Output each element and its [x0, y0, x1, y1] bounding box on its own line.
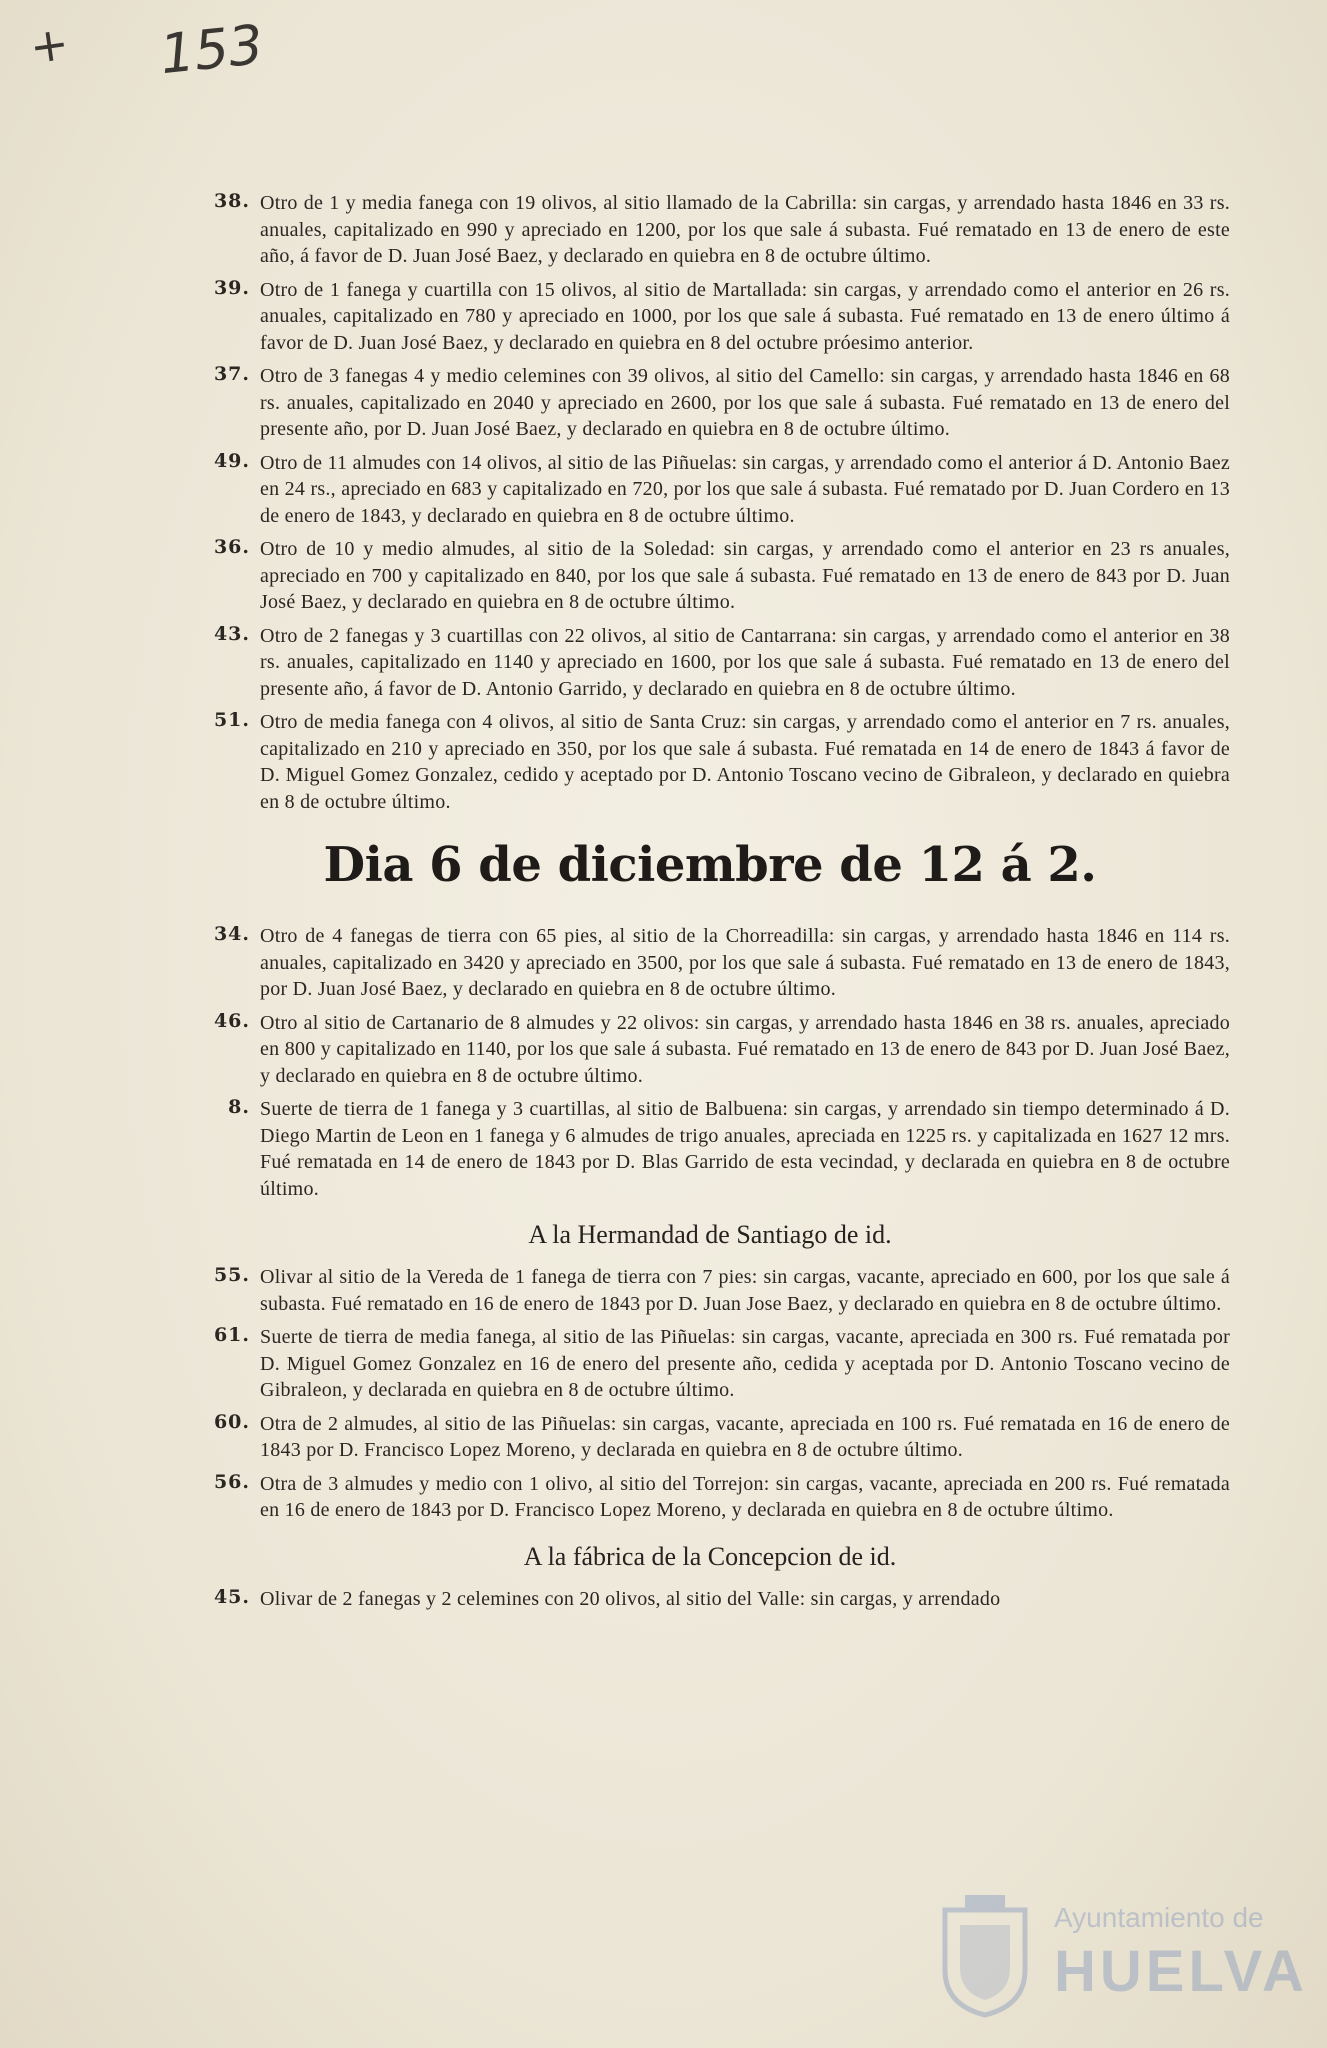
entry-number: 37.	[213, 363, 250, 385]
coat-of-arms-icon	[930, 1890, 1040, 2020]
list-item	[190, 923, 1230, 1003]
entry-number: 56.	[213, 1470, 250, 1493]
entry-number: 8.	[228, 1096, 250, 1118]
list-item	[190, 1471, 1230, 1524]
entry-number: 36.	[213, 536, 250, 558]
list-item	[190, 1324, 1230, 1404]
list-item	[190, 623, 1230, 703]
entry-number: 34.	[213, 923, 250, 945]
entry-text: Otra de 2 almudes, al sitio de las Piñuelas: sin cargas, vacante, apreciada en 100 rs. Fué rematada en 16 de enero de 1843 por D. Francisco Lopez Moreno, y declarada en quiebra en 8 de octubre último.	[260, 1412, 1230, 1461]
list-item	[190, 277, 1230, 357]
entry-number: 60.	[213, 1410, 250, 1433]
entry-number: 38.	[213, 190, 250, 212]
entry-text: Otro de media fanega con 4 olivos, al sitio de Santa Cruz: sin cargas, y arrendado como el anterior en 7 rs. anuales, capitalizado en 210 y apreciado en 350, por los que sale á subasta. Fué rematada en 14 de enero de 1843 á favor de D. Miguel Gomez Gonzalez, cedido y aceptado por D. Antonio Toscano vecino de Gibraleon, y declarado en quiebra en 8 de octubre último.	[260, 711, 1230, 813]
section-entries-1	[190, 190, 1230, 815]
section-entries-3	[190, 1264, 1230, 1524]
document-body	[190, 190, 1230, 1619]
entry-number: 43.	[213, 622, 250, 645]
entry-text: Otro de 1 fanega y cuartilla con 15 olivos, al sitio de Martallada: sin cargas, y arrendado como el anterior en 26 rs. anuales, capitalizado en 780 y apreciado en 1000, por los que sale á subasta. Fué rematado en 13 de enero último á favor de D. Juan José Baez, y declarado en quiebra en 8 del octubre próesimo anterior.	[260, 278, 1230, 354]
entry-text: Otro de 11 almudes con 14 olivos, al sitio de las Piñuelas: sin cargas, y arrendado como el anterior á D. Antonio Baez en 24 rs., apreciado en 683 y capitalizado en 720, por los que sale á subasta. Fué rematado por D. Juan Cordero en 13 de enero de 1843, y declarado en quiebra en 8 de octubre último.	[260, 451, 1230, 527]
watermark-logo	[930, 1890, 1308, 2020]
entry-text: Olivar de 2 fanegas y 2 celemines con 20 olivos, al sitio del Valle: sin cargas, y arrendado	[260, 1587, 1001, 1610]
entry-text: Otro al sitio de Cartanario de 8 almudes y 22 olivos: sin cargas, y arrendado hasta 1846 en 38 rs. anuales, apreciado en 800 y capitalizado en 1140, por los que sale á subasta. Fué rematado en 13 de enero de 843 por D. Juan José Baez, y declarado en quiebra en 8 de octubre último.	[260, 1011, 1230, 1087]
entry-number: 51.	[213, 709, 250, 731]
entry-text: Otro de 4 fanegas de tierra con 65 pies, al sitio de la Chorreadilla: sin cargas, y arrendado hasta 1846 en 114 rs. anuales, capitalizado en 3420 y apreciado en 3500, por los que sale á subasta. Fué rematado en 13 de enero de 1843, por D. Juan José Baez, y declarado en quiebra en 8 de octubre último.	[260, 925, 1230, 1000]
list-item	[190, 536, 1230, 616]
watermark-line-2: HUELVA	[1054, 1939, 1308, 2004]
entry-text: Suerte de tierra de 1 fanega y 3 cuartillas, al sitio de Balbuena: sin cargas, y arrendado sin tiempo determinado á D. Diego Martin de Leon en 1 fanega y 6 almudes de trigo anuales, apreciada en 1225 rs. y capitalizada en 1627 12 mrs. Fué rematada en 14 de enero de 1843 por D. Blas Garrido de esta vecindad, y declarada en quiebra en 8 de octubre último.	[260, 1098, 1230, 1200]
list-item	[190, 363, 1230, 443]
list-item	[190, 1411, 1230, 1464]
entry-number: 39.	[213, 276, 250, 299]
section-entries-2	[190, 923, 1230, 1202]
list-item	[190, 190, 1230, 270]
entry-text: Otro de 2 fanegas y 3 cuartillas con 22 olivos, al sitio de Cantarrana: sin cargas, y arrendado como el anterior en 38 rs. anuales, capitalizado en 1140 y apreciado en 1600, por los que sale á subasta. Fué rematado en 13 de enero del presente año, á favor de D. Antonio Garrido, y declarado en quiebra en 8 de octubre último.	[260, 624, 1230, 700]
entry-number: 46.	[213, 1009, 250, 1032]
list-item	[190, 450, 1230, 530]
list-item	[190, 1010, 1230, 1090]
entry-number: 45.	[213, 1585, 250, 1608]
section-subheading-hermandad: A la Hermandad de Santiago de id.	[528, 1220, 892, 1249]
date-heading: Dia 6 de diciembre de 12 á 2.	[323, 837, 1097, 893]
entry-number: 49.	[213, 449, 250, 472]
entry-number: 55.	[213, 1264, 250, 1286]
list-item	[190, 1586, 1230, 1613]
entry-text: Suerte de tierra de media fanega, al sitio de las Piñuelas: sin cargas, vacante, apreciada en 300 rs. Fué rematada por D. Miguel Gomez Gonzalez en 16 de enero del presente año, cedida y aceptada por D. Antonio Toscano vecino de Gibraleon, y declarada en quiebra en 8 de octubre último.	[260, 1326, 1230, 1401]
section-entries-4	[190, 1586, 1230, 1613]
entry-text: Olivar al sitio de la Vereda de 1 fanega de tierra con 7 pies: sin cargas, vacante, apreciado en 600, por los que sale á subasta. Fué rematado en 16 de enero de 1843 por D. Juan Jose Baez, y declarado en quiebra en 8 de octubre último.	[260, 1266, 1230, 1315]
section-subheading-fabrica: A la fábrica de la Concepcion de id.	[523, 1541, 897, 1571]
entry-text: Otro de 1 y media fanega con 19 olivos, al sitio llamado de la Cabrilla: sin cargas, y arrendado hasta 1846 en 33 rs. anuales, capitalizado en 990 y apreciado en 1200, por los que sale á subasta. Fué rematado en 13 de enero de este año, á favor de D. Juan José Baez, y declarado en quiebra en 8 de octubre último.	[260, 192, 1230, 267]
list-item	[190, 1096, 1230, 1202]
entry-text: Otro de 10 y medio almudes, al sitio de la Soledad: sin cargas, y arrendado como el anterior en 23 rs anuales, apreciado en 700 y capitalizado en 840, por los que sale á subasta. Fué rematado en 13 de enero de 843 por D. Juan José Baez, y declarado en quiebra en 8 de octubre último.	[260, 538, 1230, 613]
entry-text: Otra de 3 almudes y medio con 1 olivo, al sitio del Torrejon: sin cargas, vacante, apreciada en 200 rs. Fué rematada en 16 de enero de 1843 por D. Francisco Lopez Moreno, y declarada en quiebra en 8 de octubre último.	[260, 1472, 1230, 1521]
entry-text: Otro de 3 fanegas 4 y medio celemines con 39 olivos, al sitio del Camello: sin cargas, y arrendado hasta 1846 en 68 rs. anuales, capitalizado en 2040 y apreciado en 2600, por los que sale á subasta. Fué rematado en 13 de enero del presente año, por D. Juan José Baez, y declarado en quiebra en 8 de octubre último.	[260, 365, 1230, 440]
handwritten-page-number: 153	[156, 12, 267, 87]
watermark-line-1: Ayuntamiento de	[1054, 1902, 1264, 1933]
list-item	[190, 1264, 1230, 1317]
entry-number: 61.	[213, 1324, 250, 1346]
handwritten-mark: +	[26, 15, 73, 75]
list-item	[190, 709, 1230, 815]
